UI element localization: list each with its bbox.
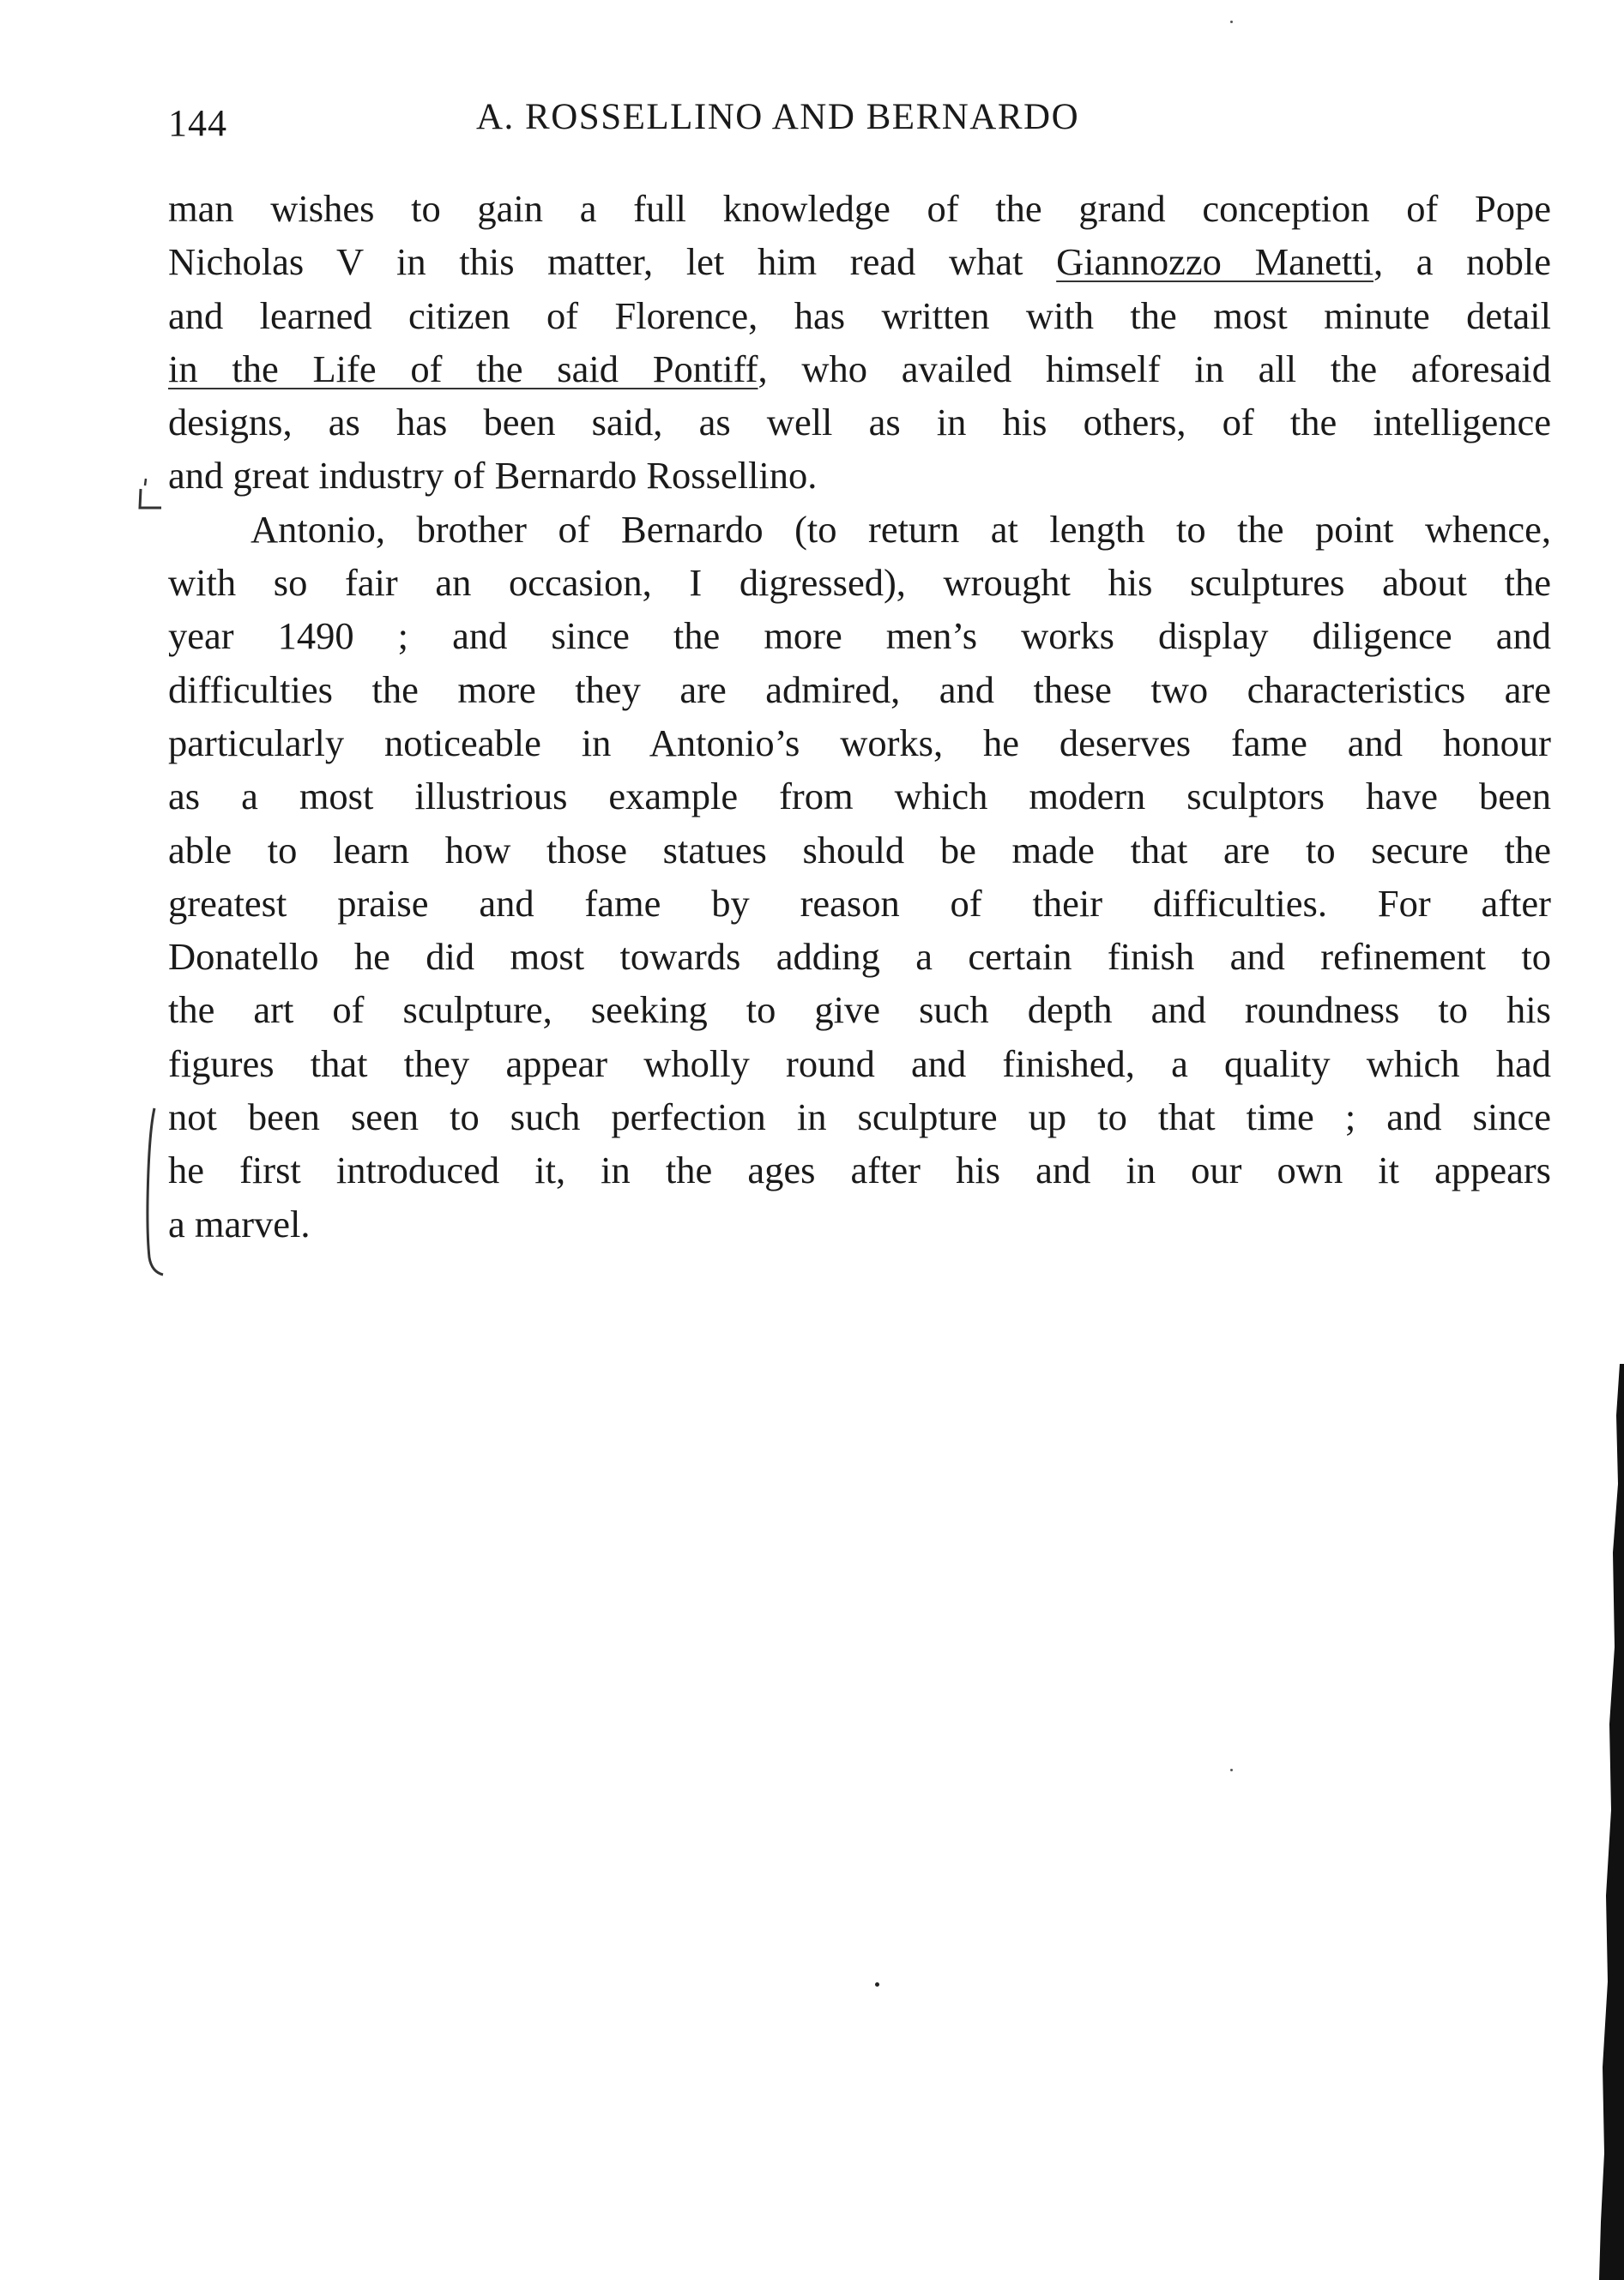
underlined-name: Giannozzo Manetti: [1056, 240, 1373, 284]
text-line-19: he first introduced it, in the ages after his and in our own it appears: [168, 1149, 1551, 1192]
text-line-4-end: , who availed himself in all the aforesaid: [758, 347, 1551, 390]
text-line-8: with so fair an occasion, I digressed), wrought his sculptures about the: [168, 561, 1551, 605]
paper-speck: [875, 1982, 879, 1987]
text-line-13: able to learn how those statues should be made that are to secure the: [168, 828, 1551, 872]
text-line-11: particularly noticeable in Antonio’s works, he deserves fame and honour: [168, 721, 1551, 764]
underlined-phrase: in the Life of the said Pontiff: [168, 347, 758, 390]
text-line-15: Donatello he did most towards adding a certain finish and refinement to: [168, 935, 1551, 979]
text-line-2-end: , a noble: [1373, 240, 1552, 284]
text-line-1: man wishes to gain a full knowledge of the grand conception of Pope: [168, 187, 1551, 230]
page-edge-shadow: [1594, 1364, 1624, 2280]
text-line-9: year 1490 ; and since the more men’s works display diligence and: [168, 614, 1551, 658]
text-line-12: as a most illustrious example from which modern sculptors have been: [168, 775, 1551, 818]
text-line-18: not been seen to such perfection in sculpture up to that time ; and since: [168, 1095, 1551, 1139]
pencil-corner-mark: [136, 477, 170, 511]
pencil-bracket-mark: [137, 1105, 166, 1276]
text-line-17: figures that they appear wholly round and finished, a quality which had: [168, 1041, 1551, 1085]
text-line-2: [168, 235, 1551, 288]
text-line-6: and great industry of Bernardo Rossellino.: [168, 454, 818, 498]
running-title: A. ROSSELLINO AND BERNARDO: [476, 97, 1080, 137]
text-line-4: [168, 342, 1551, 395]
text-line-10: difficulties the more they are admired, and these two characteristics are: [168, 667, 1551, 711]
text-line-3: and learned citizen of Florence, has written with the most minute detail: [168, 293, 1551, 337]
text-line-20: a marvel.: [168, 1202, 311, 1246]
page-number: 144: [168, 102, 227, 144]
text-line-14: greatest praise and fame by reason of their difficulties. For after: [168, 881, 1551, 925]
paper-speck: [1230, 21, 1233, 23]
body-text: [168, 182, 1551, 1251]
paper-speck: [1230, 1769, 1233, 1771]
text-line-5: designs, as has been said, as well as in his others, of the intelligence: [168, 401, 1551, 444]
text-line-16: the art of sculpture, seeking to give such depth and roundness to his: [168, 988, 1551, 1032]
text-line-2-start: Nicholas V in this matter, let him read what: [168, 240, 1057, 284]
text-line-7: Antonio, brother of Bernardo (to return at length to the point whence,: [251, 507, 1551, 551]
